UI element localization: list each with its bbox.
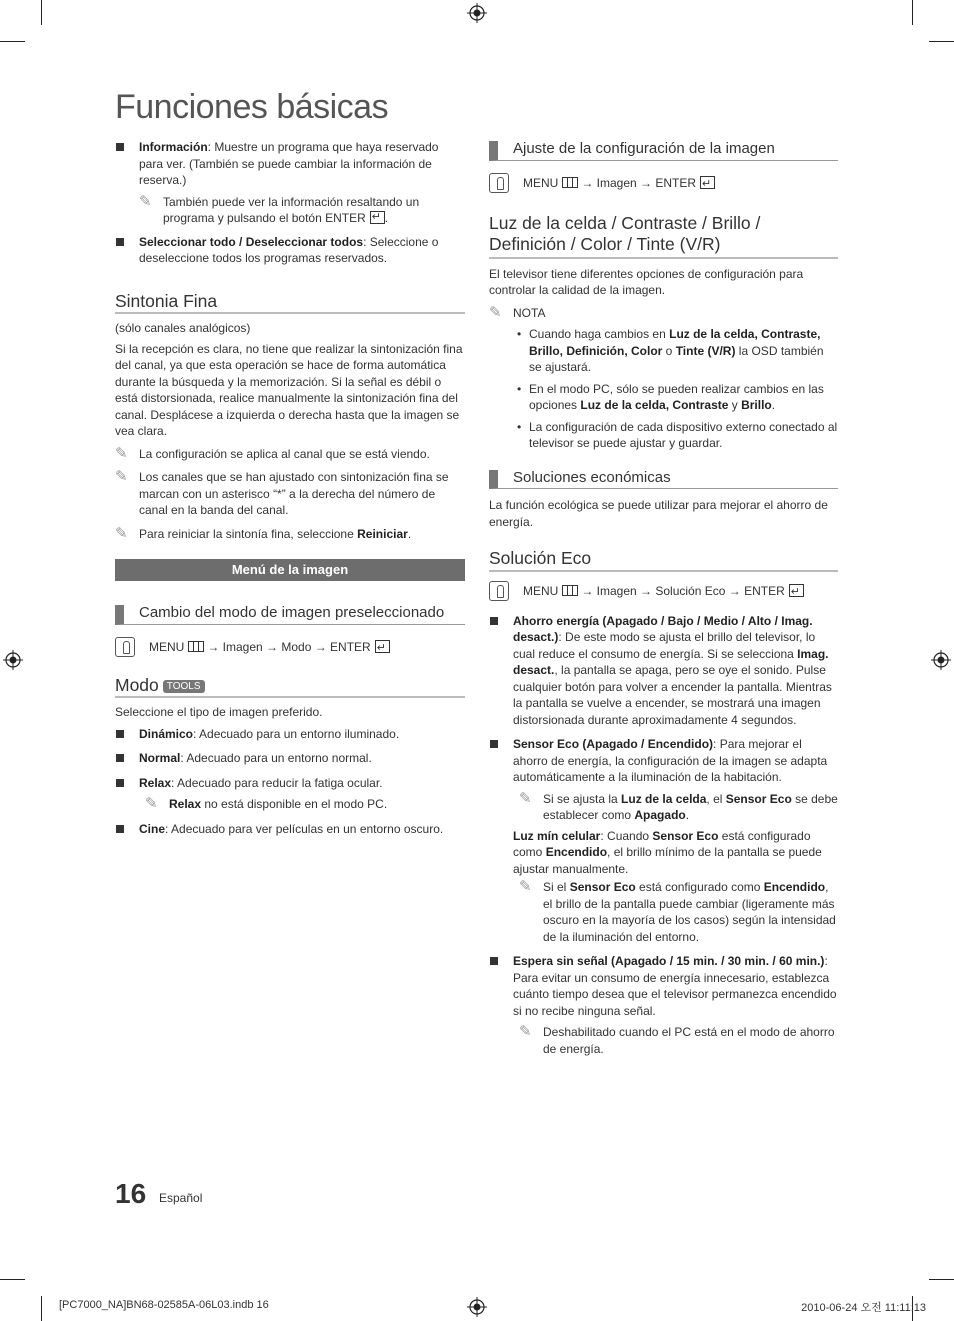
enter-icon	[375, 640, 390, 653]
crop-mark	[41, 1296, 42, 1321]
page-number: 16	[115, 1178, 147, 1209]
section-heading: Luz de la celda / Contraste / Brillo / Definición / Color / Tinte (V/R)	[489, 213, 838, 259]
crop-mark	[929, 41, 954, 42]
list-item: Seleccionar todo / Deseleccionar todos: Seleccione o deseleccione todos los programas reservados.	[115, 234, 465, 267]
tools-badge: TOOLS	[163, 680, 205, 693]
list-item: Sensor Eco (Apagado / Encendido): Para mejorar el ahorro de energía, la configuración de la imagen se adapta automáticamente a la iluminación de la habitación.	[489, 736, 838, 786]
section-heading: Sintonia Fina	[115, 293, 465, 315]
list-item: Ahorro energía (Apagado / Bajo / Medio / Alto / Imag. desact.): De este modo se ajusta el brillo del televisor, lo cual reduce el consumo de energía. Si se selecciona Imag. desact., la pantalla se apaga, pero se oye el sonido. Pulse cualquier botón para volver a encender la pantalla. Mientras la pantalla se vuelve a encender, se mostrará una imagen distorsionada durante aproximadamente 4 segundos.	[489, 613, 838, 729]
crop-mark	[41, 0, 42, 25]
footer-timestamp: 2010-06-24 오전 11:11:13	[801, 1302, 926, 1314]
note: ✎ Para reiniciar la sintonía fina, seleccione Reiniciar.	[115, 524, 412, 542]
section-heading: Solución Eco	[489, 550, 838, 572]
page-language: Español	[159, 1191, 203, 1205]
section-heading: Modo TOOLS	[115, 677, 465, 699]
note: ✎ Los canales que se han ajustado con sintonización fina se marcan con un asterisco “*” a la derecha del número de canal en la banda del canal.	[115, 468, 449, 517]
paragraph: Si la recepción es clara, no tiene que realizar la sintonización fina del canal, ya que esta operación se hace de forma automática durante la búsqueda y la memorización. Si la señal es débil o está distorsionada, realice manualmente la sintonización fina del canal. Desplácese a izquierda o derecha hasta que la imagen se vea clara.	[115, 341, 463, 438]
paragraph: La función ecológica se puede utilizar para mejorar el ahorro de energía.	[489, 498, 828, 529]
page-title: Funciones básicas	[115, 88, 389, 126]
enter-icon	[370, 211, 385, 224]
list-item: • La configuración de cada dispositivo externo conectado al televisor se puede ajustar y guardar.	[517, 419, 838, 450]
subsection-heading: Soluciones económicas	[489, 470, 838, 490]
pencil-icon: ✎	[519, 1023, 532, 1040]
right-column	[489, 141, 838, 1057]
menu-icon	[188, 641, 204, 652]
paragraph: El televisor tiene diferentes opciones de configuración para controlar la calidad de la imagen.	[489, 266, 804, 297]
paragraph: Luz mín celular: Cuando Sensor Eco está configurado como Encendido, el brillo mínimo de la pantalla se puede ajustar manualmente.	[513, 828, 822, 876]
pencil-icon: ✎	[145, 795, 158, 812]
crop-mark	[0, 1279, 25, 1280]
subtitle: (sólo canales analógicos)	[115, 321, 251, 335]
subsection-heading: Ajuste de la configuración de la imagen	[489, 141, 838, 161]
crop-mark	[0, 41, 25, 42]
note: ✎ Relax no está disponible en el modo PC.	[145, 795, 388, 812]
list-item: Relax: Adecuado para reducir la fatiga ocular.	[115, 775, 465, 792]
note: ✎ Si el Sensor Eco está configurado como Encendido, el brillo de la pantalla puede cambiar (ligeramente más oscuro en la mayoría de los casos) según la intensidad de la iluminación del entorno.	[519, 878, 836, 944]
pencil-icon: ✎	[519, 878, 532, 895]
footer-file: [PC7000_NA]BN68-02585A-06L03.indb 16	[59, 1299, 269, 1311]
note: ✎ Deshabilitado cuando el PC está en el modo de ahorro de energía.	[519, 1023, 835, 1056]
list-item: Cine: Adecuado para ver películas en un entorno oscuro.	[115, 821, 465, 838]
note: ✎ NOTA	[489, 303, 546, 321]
list-item: Espera sin señal (Apagado / 15 min. / 30 min. / 60 min.): Para evitar un consumo de energía innecesario, establezca cuánto tiempo desea que el televisor permanezca encendido si no recibe ninguna señal.	[489, 953, 838, 1019]
menu-bar: Menú de la imagen	[115, 559, 465, 581]
subsection-heading: Cambio del modo de imagen preseleccionado	[115, 605, 465, 625]
menu-icon	[562, 585, 578, 596]
registration-mark-icon	[467, 3, 487, 23]
pencil-icon: ✎	[115, 524, 128, 542]
pencil-icon: ✎	[115, 444, 128, 462]
pencil-icon: ✎	[489, 303, 502, 321]
hand-icon	[489, 173, 509, 193]
registration-mark-icon	[3, 650, 23, 670]
list-item: • Cuando haga cambios en Luz de la celda, Contraste, Brillo, Definición, Color o Tinte (V/R) la OSD también se ajustará.	[517, 327, 824, 374]
enter-icon	[789, 584, 804, 597]
note: ✎ La configuración se aplica al canal que se está viendo.	[115, 444, 430, 462]
menu-path: MENU → Imagen → Modo → ENTER↵	[115, 637, 465, 661]
menu-path: MENU → Imagen → Solución Eco → ENTER↵	[489, 581, 838, 605]
list-item: • En el modo PC, sólo se pueden realizar cambios en las opciones Luz de la celda, Contraste y Brillo.	[517, 381, 824, 412]
left-column	[115, 139, 465, 837]
hand-icon	[115, 637, 135, 657]
crop-mark	[929, 1279, 954, 1280]
pencil-icon: ✎	[519, 789, 532, 807]
pencil-icon: ✎	[139, 192, 152, 210]
note: ✎ También puede ver la información resaltando un programa y pulsando el botón ENTER↵ .	[139, 194, 465, 227]
crop-mark	[912, 0, 913, 25]
list-item: Dinámico: Adecuado para un entorno iluminado.	[115, 726, 465, 743]
list-item: Información: Muestre un programa que haya reservado para ver. (También se puede cambiar la información de reserva.)	[115, 139, 465, 189]
menu-path: MENU → Imagen → ENTER↵	[489, 173, 838, 197]
note: ✎ Si se ajusta la Luz de la celda, el Sensor Eco se debe establecer como Apagado.	[519, 789, 838, 822]
registration-mark-icon	[467, 1297, 487, 1317]
list-item: Normal: Adecuado para un entorno normal.	[115, 750, 465, 767]
paragraph: Seleccione el tipo de imagen preferido.	[115, 705, 323, 719]
pencil-icon: ✎	[115, 468, 128, 485]
registration-mark-icon	[931, 650, 951, 670]
hand-icon	[489, 581, 509, 601]
enter-icon	[700, 176, 715, 189]
menu-icon	[562, 177, 578, 188]
